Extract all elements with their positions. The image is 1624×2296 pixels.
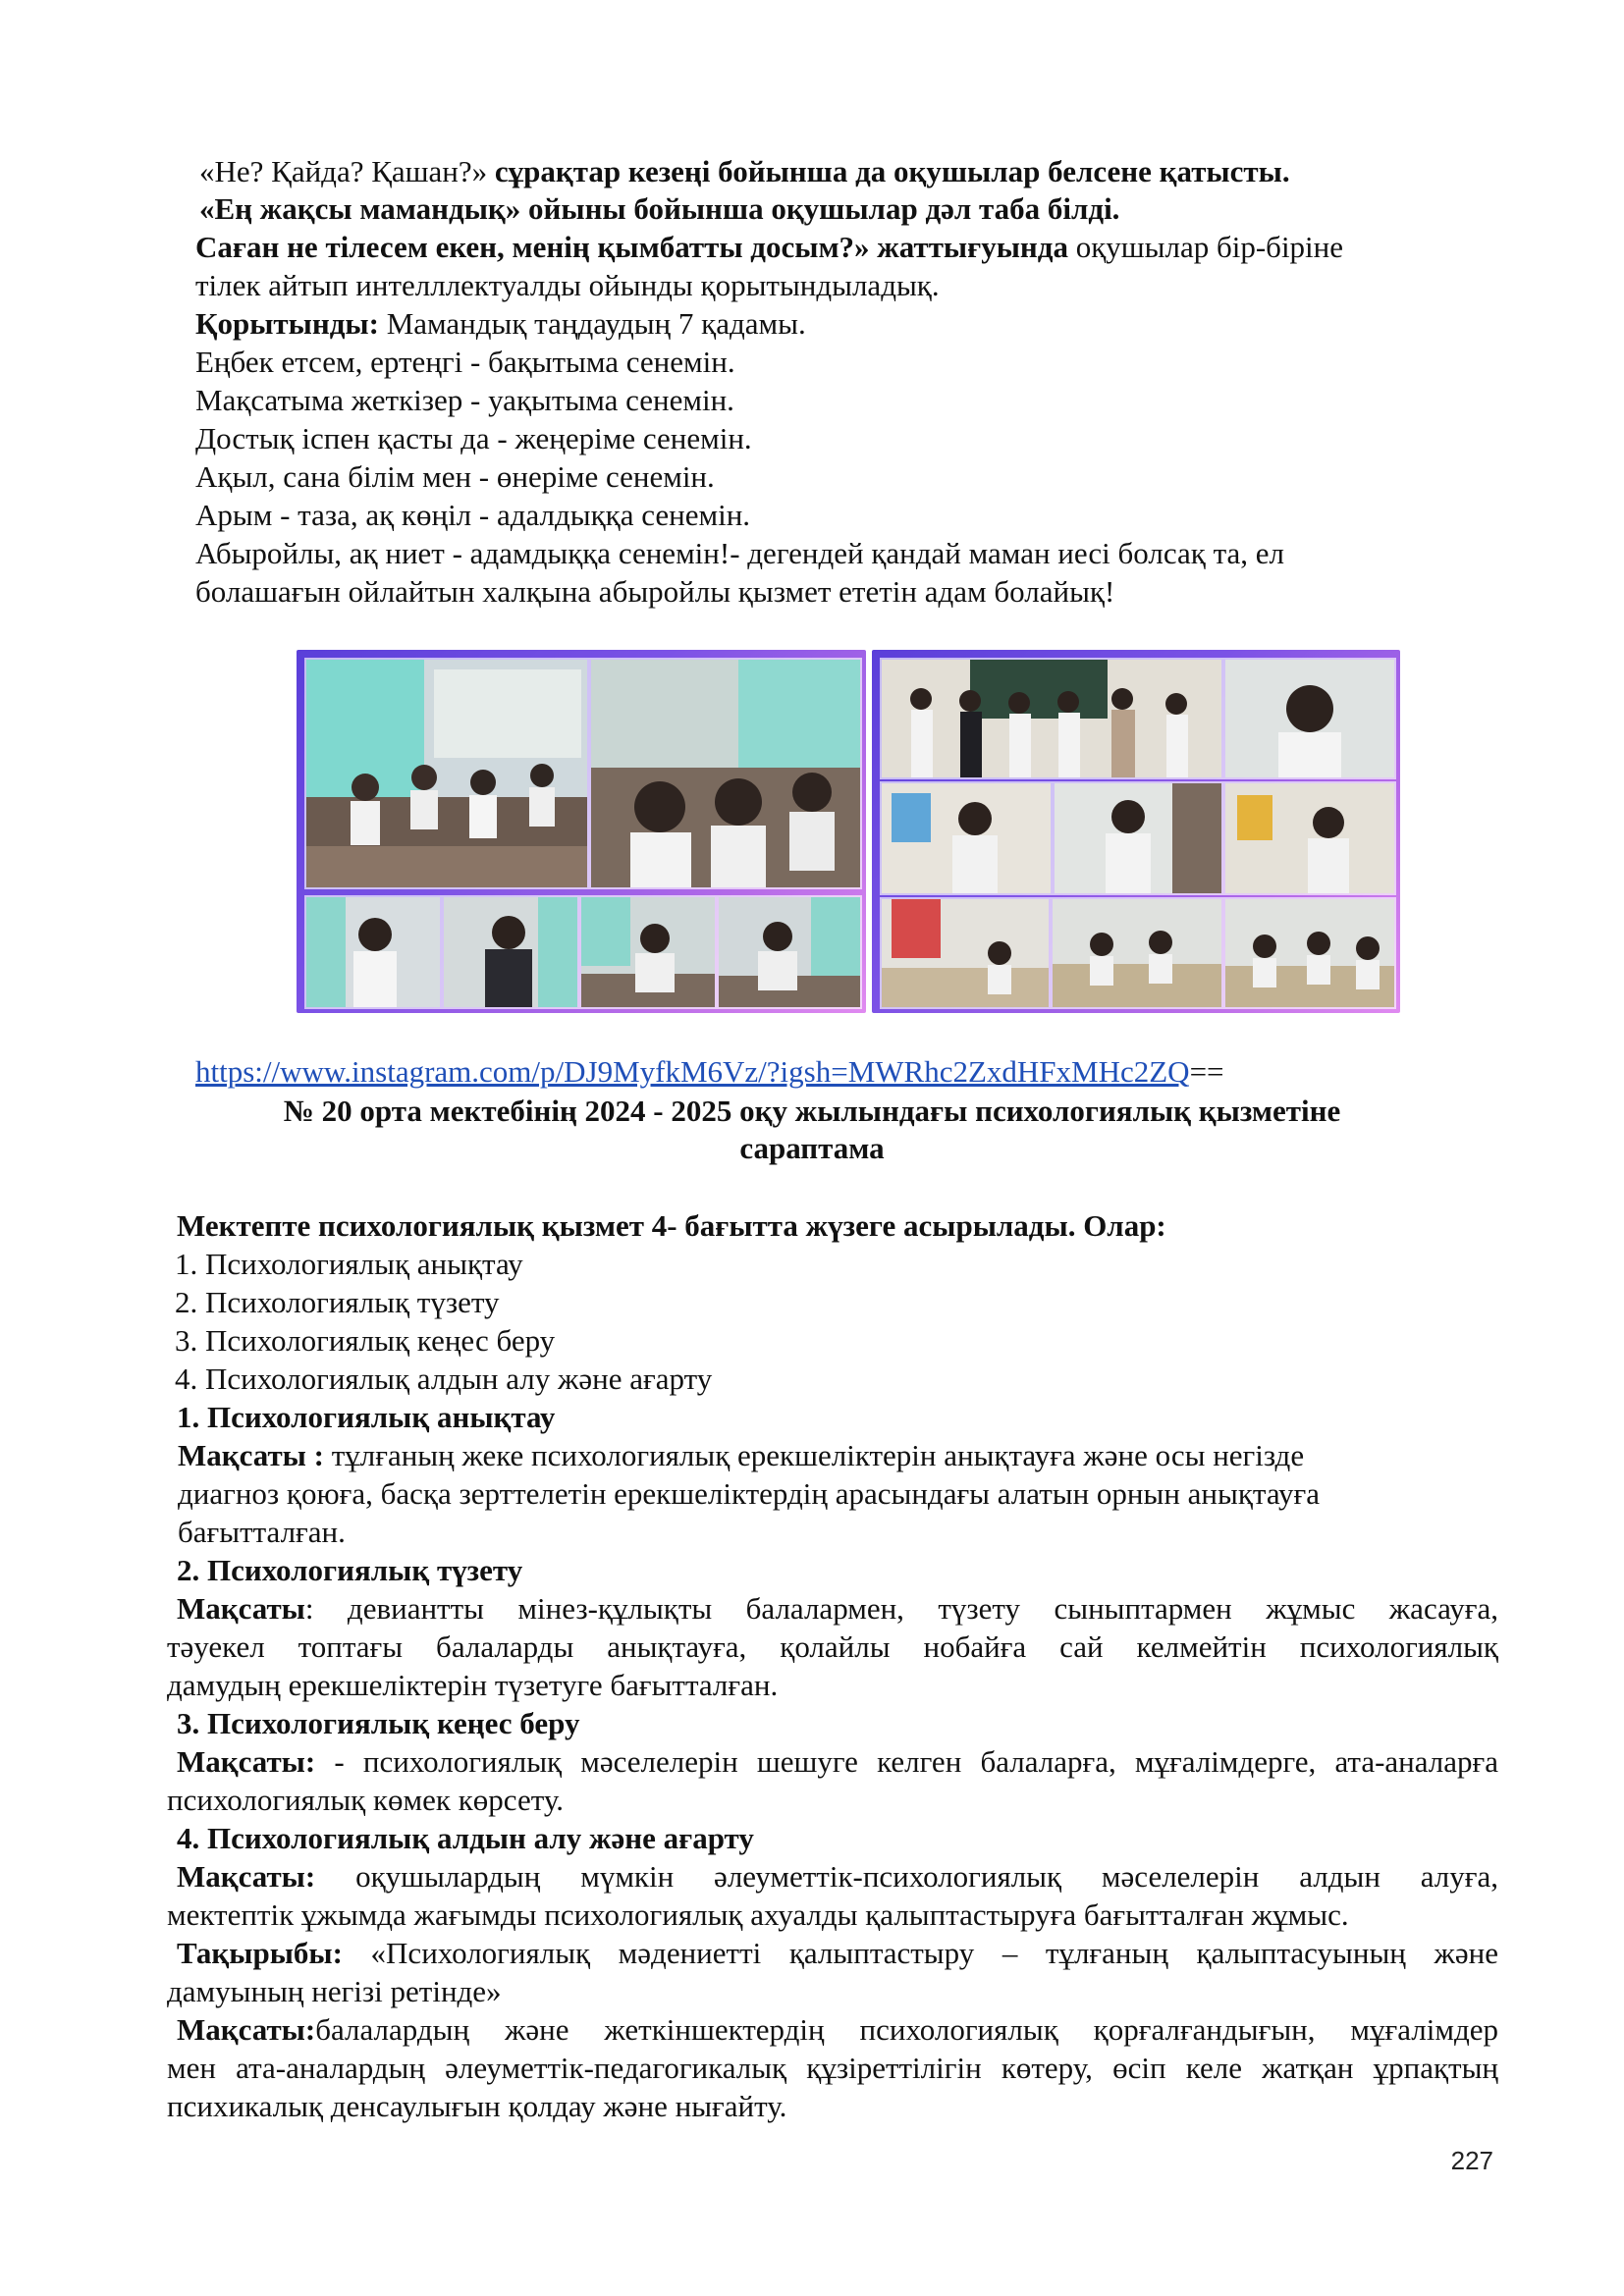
collage-panel-right — [872, 650, 1400, 1013]
direction-item: 3. Психологиялық кеңес беру — [175, 1323, 556, 1358]
student-photo — [304, 895, 442, 1009]
final-goal-line: мен ата-аналардың әлеуметтік-педагогикалық құзіреттілігін көтеру, өсіп келе жатқан ұрпақтың — [167, 2051, 1498, 2085]
poem-line: Ақыл, сана білім мен - өнеріме сенемін. — [195, 459, 715, 494]
student-photo — [1053, 781, 1223, 895]
conclusion-label: Қорытынды: — [195, 306, 379, 341]
topic-label: Тақырыбы: — [177, 1936, 343, 1970]
topic-line — [177, 1935, 1498, 1972]
poem-line: болашағын ойлайтын халқына абыройлы қызмет ететін адам болайық! — [195, 574, 1115, 609]
final-goal-line: психикалық денсаулығын қолдау және нығайту. — [167, 2089, 787, 2123]
text-line-3 — [195, 229, 1343, 266]
section-3-title: 3. Психологиялық кеңес беру — [177, 1706, 580, 1740]
poem-line: Еңбек етсем, ертеңгі - бақытыма сенемін. — [195, 345, 735, 379]
poem-line: Абыройлы, ақ ниет - адамдыққа сенемін!- дегендей қандай маман иесі болсақ та, ел — [195, 536, 1284, 570]
final-goal-line — [177, 2011, 1498, 2049]
section-4-goal-line: мектептік ұжымда жағымды психологиялық ахуалды қалыптастыруға бағытталған жұмыс. — [167, 1897, 1349, 1932]
direction-item: 4. Психологиялық алдын алу және ағарту — [175, 1362, 713, 1396]
report-heading-line-1: № 20 орта мектебінің 2024 - 2025 оқу жылындағы психологиялық қызметіне — [283, 1094, 1341, 1128]
goal-label: Мақсаты : — [178, 1438, 324, 1472]
conclusion-line — [195, 305, 806, 343]
section-2-goal-line — [177, 1590, 1498, 1628]
goal-label: Мақсаты: — [177, 1859, 316, 1894]
goal-label: Мақсаты — [177, 1591, 305, 1626]
topic-line: дамуының негізі ретінде» — [167, 1974, 502, 2008]
quiz-description: сұрақтар кезеңі бойынша да оқушылар белсене қатысты. — [494, 154, 1290, 188]
text-line-2: «Ең жақсы мамандық» ойыны бойынша оқушылар дәл таба білді. — [199, 191, 1120, 226]
group-photo — [880, 658, 1223, 779]
student-photo — [1223, 781, 1396, 895]
section-1-goal-line — [178, 1437, 1304, 1474]
topic-text: «Психологиялық мәдениетті қалыптастыру – тұлғаның қалыптасуының және — [342, 1936, 1498, 1970]
student-photo — [1223, 658, 1396, 779]
goal-label: Мақсаты: — [177, 2012, 316, 2047]
classroom-photo — [1051, 897, 1223, 1009]
poem-line: Мақсатыма жеткізер - уақытыма сенемін. — [195, 383, 734, 417]
section-4-title: 4. Психологиялық алдын алу және ағарту — [177, 1821, 754, 1855]
conclusion-text: Мамандық таңдаудың 7 қадамы. — [378, 306, 806, 341]
quiz-title: «Не? Қайда? Қашан?» — [199, 154, 495, 188]
instagram-link-line — [195, 1053, 1224, 1091]
section-4-goal-line — [177, 1858, 1498, 1896]
report-heading-line-2: сараптама — [739, 1131, 885, 1165]
link-suffix: == — [1189, 1054, 1224, 1089]
goal-text: - психологиялық мәселелерін шешуге келген балаларға, мұғалімдерге, ата-аналарға — [315, 1744, 1498, 1779]
intro-text: Мектепте психологиялық қызмет 4- бағытта жүзеге асырылады. Олар: — [177, 1208, 1166, 1243]
section-3-goal-line: психологиялық көмек көрсету. — [167, 1783, 564, 1817]
student-photo — [579, 895, 717, 1009]
instagram-link[interactable]: https://www.instagram.com/p/DJ9MyfkM6Vz/?igsh=MWRhc2ZxdHFxMHc2ZQ — [195, 1054, 1190, 1089]
section-2-title: 2. Психологиялық түзету — [177, 1553, 523, 1587]
classroom-photo — [304, 658, 589, 889]
direction-item: 1. Психологиялық анықтау — [175, 1247, 523, 1281]
section-3-goal-line — [177, 1743, 1498, 1781]
text-line-1 — [199, 153, 1290, 190]
classroom-photo — [589, 658, 862, 889]
student-photo — [880, 781, 1053, 895]
section-2-goal-line: тәуекел топтағы балаларды анықтауға, қолайлы нобайға сай келмейтін психологиялық — [167, 1629, 1498, 1664]
exercise-title: Саған не тілесем екен, менің қымбатты досым?» жаттығуында — [195, 230, 1068, 264]
poem-line: Арым - таза, ақ көңіл - адалдыққа сенемін. — [195, 498, 751, 532]
direction-item: 2. Психологиялық түзету — [175, 1285, 500, 1319]
section-1-title: 1. Психологиялық анықтау — [177, 1400, 556, 1434]
classroom-photo — [880, 897, 1051, 1009]
page-number: 227 — [1450, 2146, 1493, 2175]
goal-text: балалардың және жеткіншектердің психологиялық қорғалғандығын, мұғалімдер — [315, 2012, 1498, 2047]
exercise-description: оқушылар бір-біріне — [1067, 230, 1344, 264]
classroom-photo — [1223, 897, 1396, 1009]
goal-text: тұлғаның жеке психологиялық ерекшеліктерін анықтауға және осы негізде — [323, 1438, 1305, 1472]
section-1-goal-line: бағытталған. — [178, 1515, 346, 1549]
student-photo — [717, 895, 862, 1009]
student-photo — [442, 895, 579, 1009]
goal-text: : девиантты мінез-құлықты балалармен, түзету сыныптармен жұмыс жасауға, — [304, 1591, 1498, 1626]
goal-text: оқушылардың мүмкін әлеуметтік-психологиялық мәселелерін алдын алуға, — [315, 1859, 1498, 1894]
section-2-goal-line: дамудың ерекшеліктерін түзетуге бағытталған. — [167, 1668, 779, 1702]
poem-line: Достық іспен қасты да - жеңеріме сенемін. — [195, 421, 752, 455]
collage-panel-left — [297, 650, 866, 1013]
text-line-4: тілек айтып интелллектуалды ойынды қорытындыладық. — [195, 268, 940, 302]
goal-label: Мақсаты: — [177, 1744, 316, 1779]
section-1-goal-line: диагноз қоюға, басқа зерттелетін ерекшеліктердің арасындағы алатын орнын анықтауға — [178, 1476, 1320, 1511]
